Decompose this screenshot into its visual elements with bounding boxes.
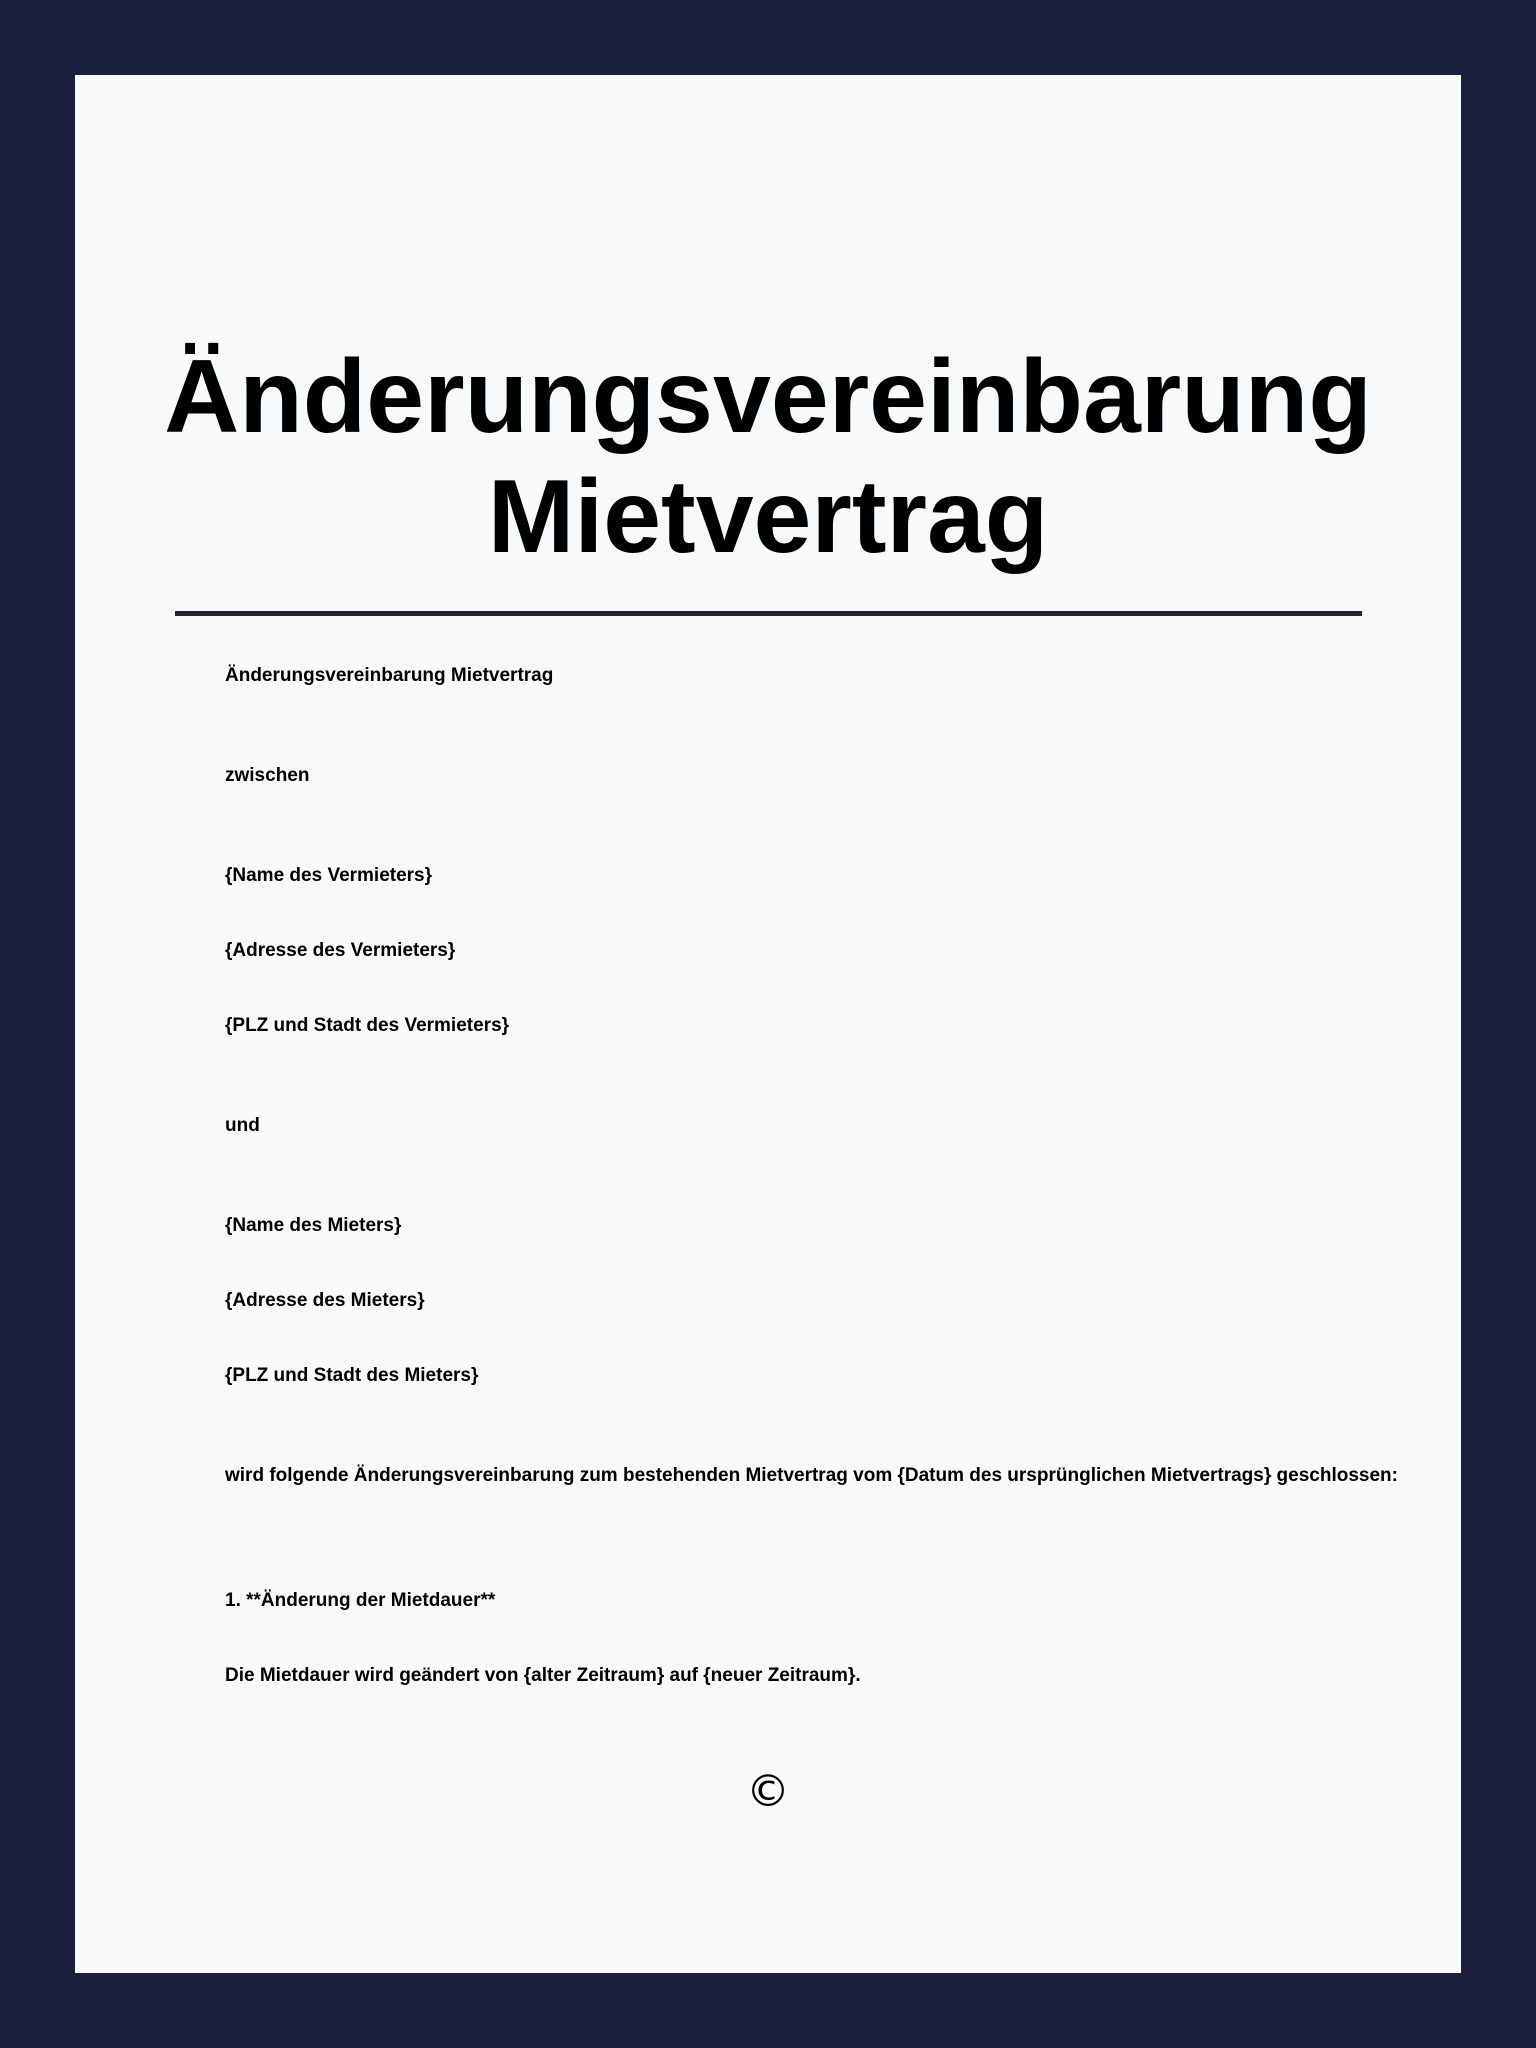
landlord-city: {PLZ und Stadt des Vermieters} bbox=[225, 1015, 510, 1036]
agreement-intro: wird folgende Änderungsvereinbarung zum bestehenden Mietvertrag vom {Datum des ursprünglichen Mietvertrags} geschlossen: bbox=[225, 1465, 1398, 1486]
landlord-name: {Name des Vermieters} bbox=[225, 865, 433, 886]
title-divider bbox=[175, 611, 1362, 616]
document-title bbox=[75, 337, 1461, 577]
tenant-city: {PLZ und Stadt des Mieters} bbox=[225, 1365, 479, 1386]
tenant-name: {Name des Mieters} bbox=[225, 1215, 402, 1236]
copyright-icon: © bbox=[746, 1766, 790, 1817]
section-1-heading: 1. **Änderung der Mietdauer** bbox=[225, 1590, 496, 1611]
title-line-2: Mietvertrag bbox=[487, 459, 1049, 575]
and-label: und bbox=[225, 1115, 260, 1136]
section-1-text: Die Mietdauer wird geändert von {alter Zeitraum} auf {neuer Zeitraum}. bbox=[225, 1665, 861, 1686]
landlord-address: {Adresse des Vermieters} bbox=[225, 940, 456, 961]
heading-repeat: Änderungsvereinbarung Mietvertrag bbox=[225, 665, 554, 686]
tenant-address: {Adresse des Mieters} bbox=[225, 1290, 425, 1311]
document-page bbox=[75, 75, 1461, 1973]
title-line-1: Änderungsvereinbarung bbox=[164, 339, 1372, 455]
between-label: zwischen bbox=[225, 765, 310, 786]
